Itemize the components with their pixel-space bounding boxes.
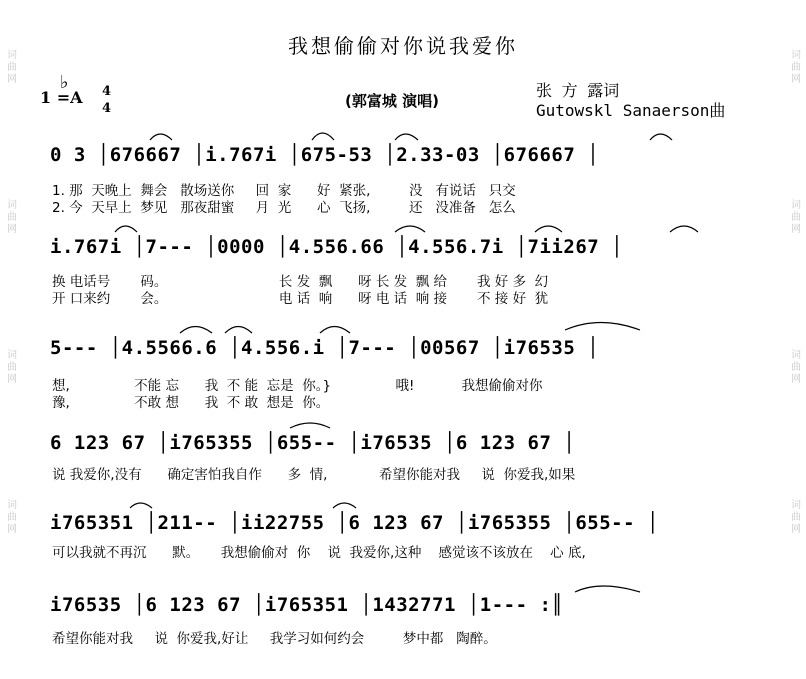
slur-arc <box>535 226 562 232</box>
watermark-left-4: 词曲网 <box>7 500 17 535</box>
watermark-left-1: 词曲网 <box>7 50 17 85</box>
lyricist-credit: 张 方 露词 <box>536 81 620 100</box>
lyric-row-3-verse-1: 想, 不能 忘 我 不 能 忘是 你。} 哦! 我想偷偷对你 <box>52 378 543 394</box>
slur-arc <box>150 134 172 140</box>
notation-row-6: i76535 │6 123 67 │i765351 │1432771 │1--- :║ <box>50 594 564 616</box>
slur-arc <box>395 134 418 140</box>
time-signature-bottom: 4 <box>102 101 112 116</box>
slur-arc <box>333 503 356 508</box>
lyric-row-6: 希望你能对我 说 你爱我,好让 我学习如何约会 梦中都 陶醉。 <box>52 631 497 647</box>
key-signature: 1 =A <box>40 88 83 107</box>
notation-row-1: 0 3 │676667 │i.767i │675-53 │2.33-03 │676667 │ <box>50 144 600 166</box>
song-title: 我想偷偷对你说我爱你 <box>288 34 518 58</box>
slur-arc <box>565 323 640 331</box>
watermark-right-4: 词曲网 <box>791 500 801 535</box>
slur-arc <box>312 133 334 140</box>
notation-row-3: 5--- │4.5566.6 │4.556.i │7--- │00567 │i76535 │ <box>50 337 600 359</box>
lyric-row-1-verse-2: 2. 今 天早上 梦见 那夜甜蜜 月 光 心 飞扬, 还 没准备 怎么 <box>52 200 516 216</box>
notation-row-2: i.767i │7--- │0000 │4.556.66 │4.556.7i │7ii267 │ <box>50 236 624 258</box>
lyric-row-4: 说 我爱你,没有 确定害怕我自作 多 情, 希望你能对我 说 你爱我,如果 <box>52 467 576 483</box>
lyric-row-2-verse-1: 换 电话号 码。 长 发 飘 呀 长 发 飘 给 我 好 多 幻 <box>52 274 549 290</box>
flat-sign: ♭ <box>60 72 69 93</box>
slur-arc <box>575 586 640 592</box>
watermark-left-3: 词曲网 <box>7 350 17 385</box>
singer-credit: (郭富城 演唱) <box>345 92 439 110</box>
time-signature-top: 4 <box>102 84 112 99</box>
slur-arc <box>670 226 698 232</box>
lyric-row-2-verse-2: 开 口来约 会。 电 话 响 呀 电 话 响 接 不 接 好 犹 <box>52 291 549 307</box>
slur-arc <box>650 134 672 140</box>
slur-arc <box>290 423 330 428</box>
notation-row-5: i765351 │211-- │ii22755 │6 123 67 │i765355 │655-- │ <box>50 512 659 534</box>
slur-arc <box>225 327 252 334</box>
lyric-row-1-verse-1: 1. 那 天晚上 舞会 散场送你 回 家 好 紧张, 没 有说话 只交 <box>52 183 516 199</box>
notation-row-4: 6 123 67 │i765355 │655-- │i76535 │6 123 67 │ <box>50 432 576 454</box>
slur-arc <box>320 327 350 334</box>
watermark-right-3: 词曲网 <box>791 350 801 385</box>
watermark-right-1: 词曲网 <box>791 50 801 85</box>
slur-arc <box>130 503 152 508</box>
slur-arc <box>180 327 212 334</box>
slur-arc <box>395 226 425 232</box>
composer-credit: Gutowskl Sanaerson曲 <box>536 101 726 120</box>
watermark-left-2: 词曲网 <box>7 200 17 235</box>
slur-arc <box>115 226 137 232</box>
lyric-row-5: 可以我就不再沉 默。 我想偷偷对 你 说 我爱你,这种 感觉该不该放在 心 底, <box>52 545 586 561</box>
watermark-right-2: 词曲网 <box>791 200 801 235</box>
lyric-row-3-verse-2: 豫, 不敢 想 我 不 敢 想是 你。 <box>52 395 330 411</box>
